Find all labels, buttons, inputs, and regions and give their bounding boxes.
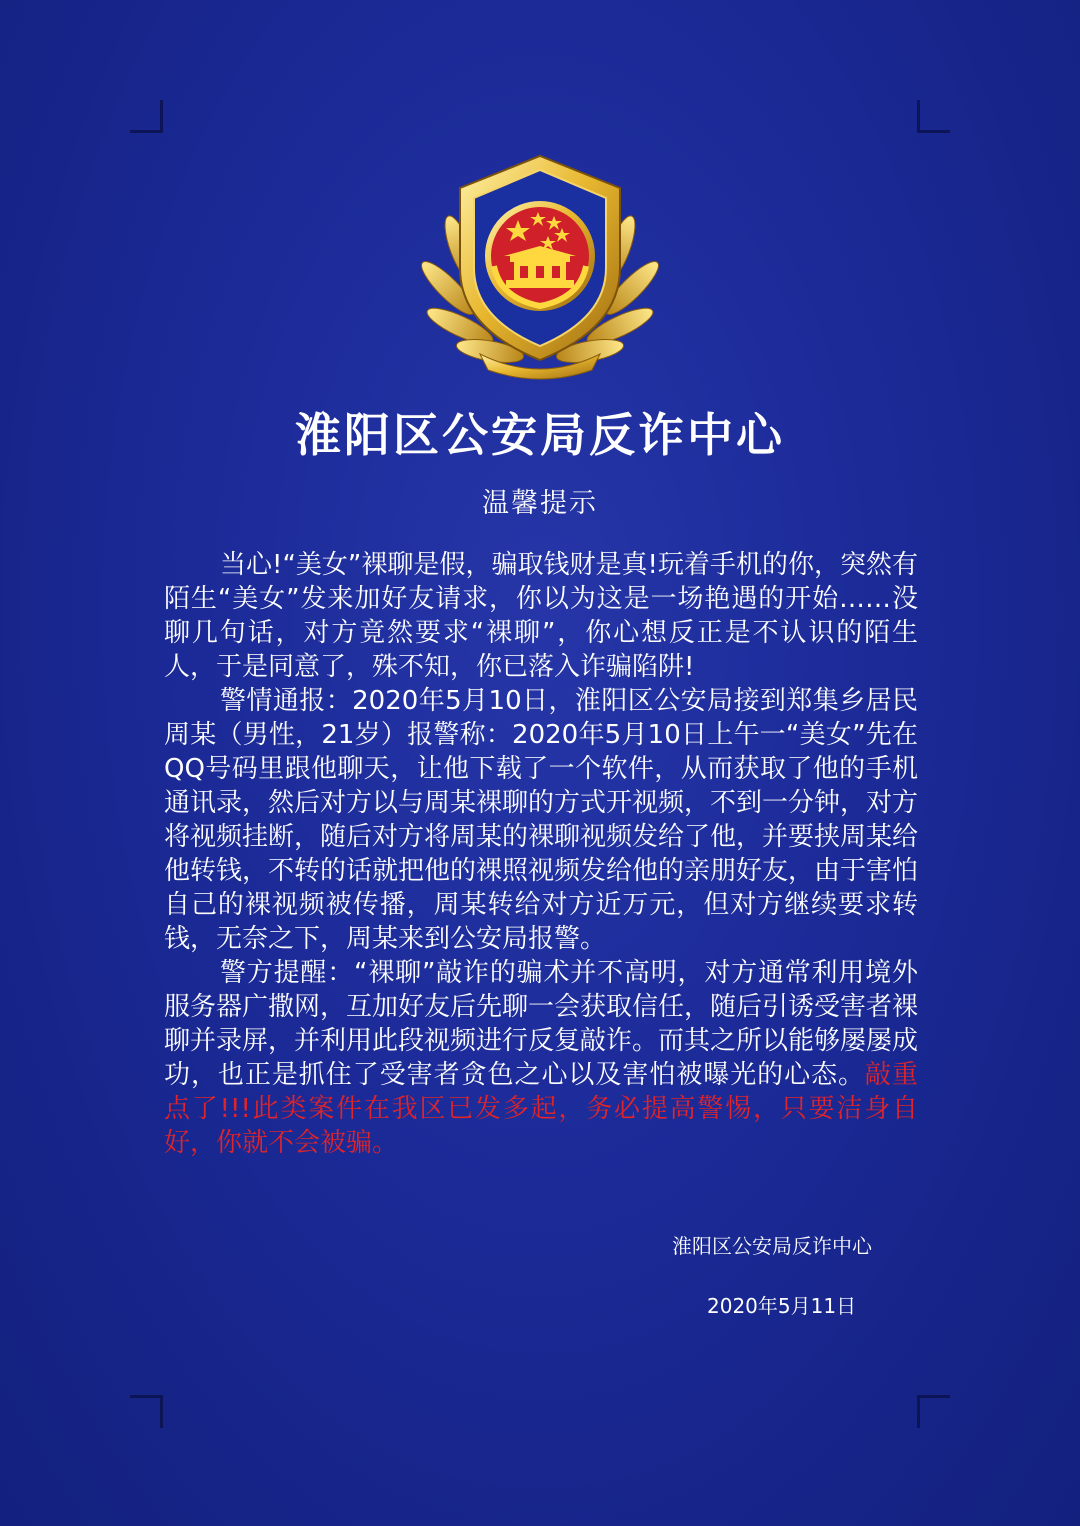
police-emblem-icon [420, 148, 660, 380]
paragraph-warning: 当心!“美女”裸聊是假，骗取钱财是真!玩着手机的你，突然有陌生“美女”发来加好友请求，你以为这是一场艳遇的开始……没聊几句话，对方竟然要求“裸聊”，你心想反正是不认识的陌生人，于是同意了，殊不知，你已落入诈骗陷阱! [164, 550, 918, 682]
reminder-text: 警方提醒：“裸聊”敲诈的骗术并不高明，对方通常利用境外服务器广撒网，互加好友后先聊一会获取信任，随后引诱受害者裸聊并录屏，并利用此段视频进行反复敲诈。而其之所以能够屡屡成功，也正是抓住了受害者贪色之心以及害怕被曝光的心态。 [164, 958, 919, 1090]
page-title: 淮阳区公安局反诈中心 [295, 408, 785, 462]
corner-mark-top-right [917, 100, 950, 133]
signature-org: 淮阳区公安局反诈中心 [672, 1234, 872, 1258]
notice-subtitle: 温馨提示 [482, 488, 598, 519]
paragraph-police-reminder [164, 956, 918, 1160]
highlight-warning-text: 敲重点了!!!此类案件在我区已发多起，务必提高警惕，只要洁身自好，你就不会被骗。 [164, 1060, 918, 1158]
corner-mark-bottom-right [917, 1395, 950, 1428]
paragraph-case-report: 警情通报：2020年5月10日，淮阳区公安局接到郑集乡居民周某（男性，21岁）报警称：2020年5月10日上午一“美女”先在QQ号码里跟他聊天，让他下载了一个软件，从而获取了他的手机通讯录，然后对方以与周某裸聊的方式开视频，不到一分钟，对方将视频挂断，随后对方将周某的裸聊视频发给了他，并要挟周某给他转钱，不转的话就把他的裸照视频发给他的亲朋好友，由于害怕自己的裸视频被传播，周某转给对方近万元，但对方继续要求转钱，无奈之下，周某来到公安局报警。 [164, 686, 919, 954]
signature-date: 2020年5月11日 [707, 1294, 857, 1318]
corner-mark-top-left [130, 100, 163, 133]
corner-mark-bottom-left [130, 1395, 163, 1428]
notice-body [164, 548, 918, 1160]
